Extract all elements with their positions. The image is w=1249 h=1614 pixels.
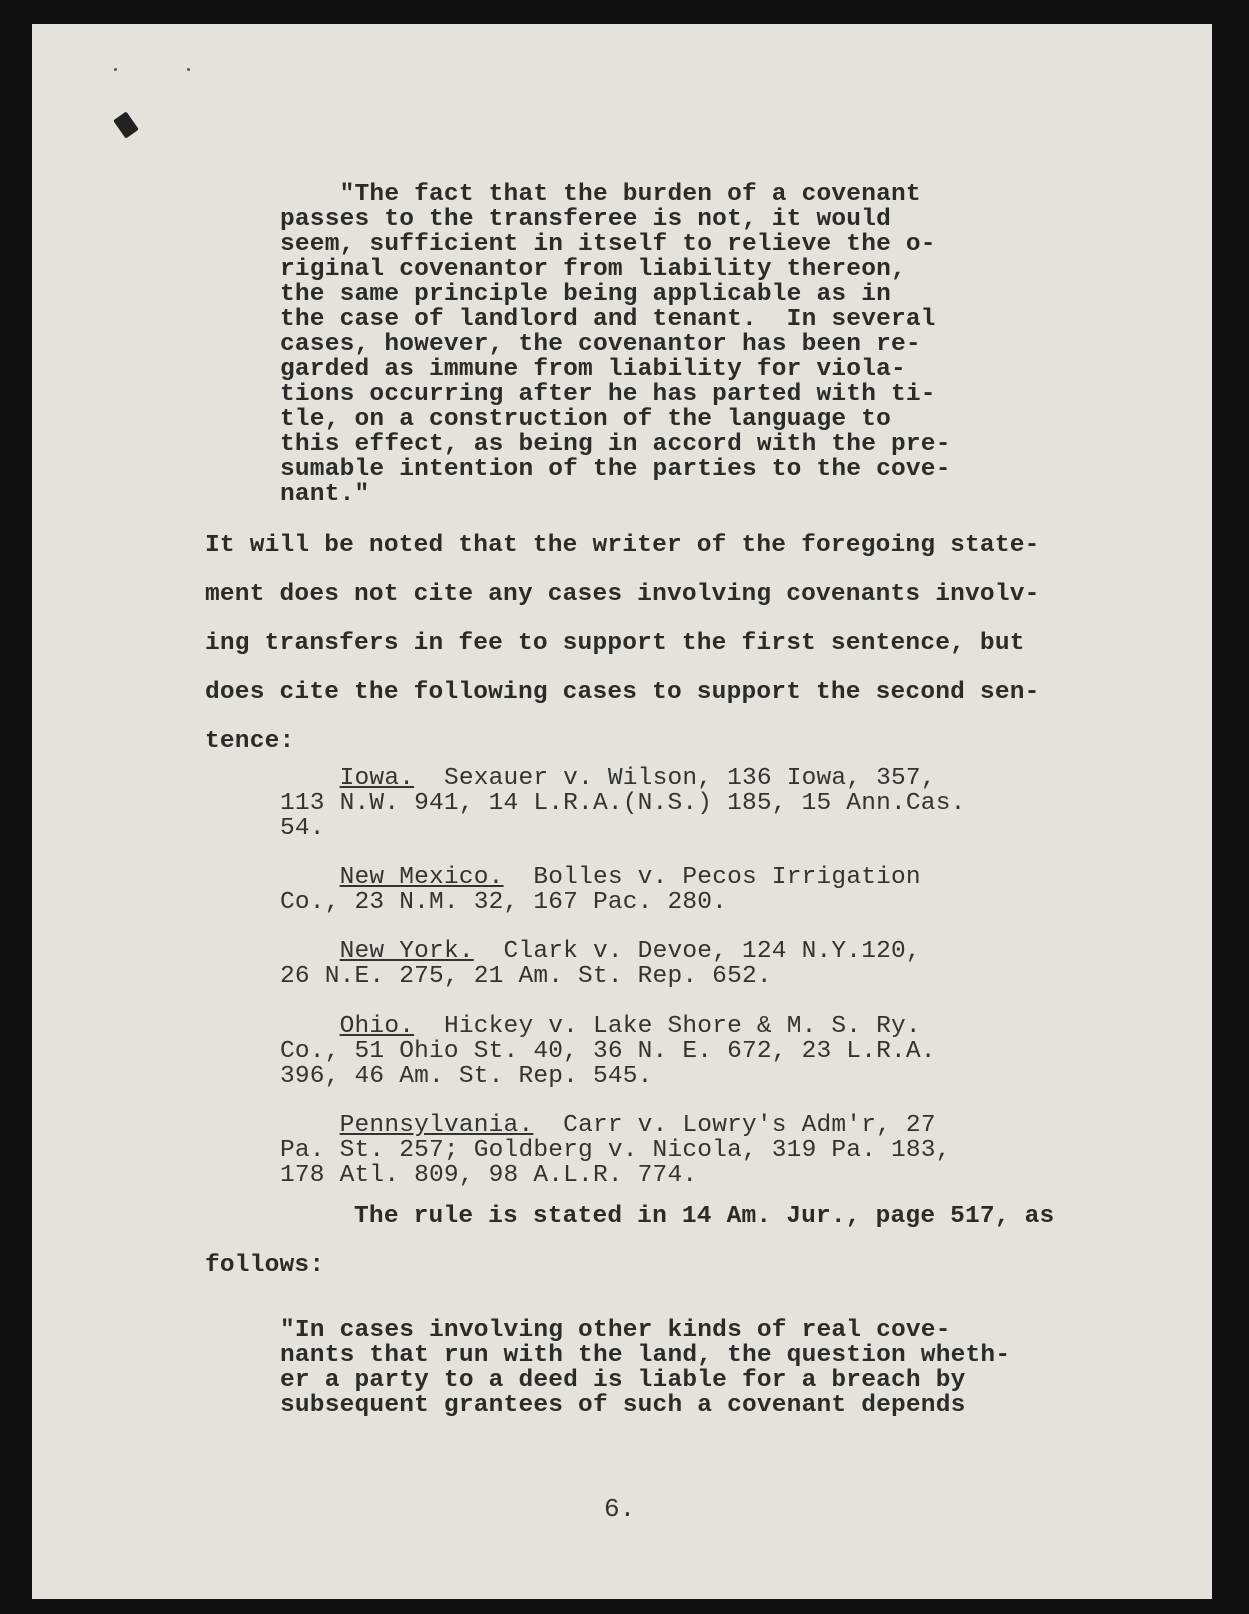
block-quote-rule: "In cases involving other kinds of real cove- nants that run with the land, the question wheth- er a party to a deed is liable for a breach by subsequent grantees of such a covenant depends (280, 1317, 1011, 1419)
citation-ohio: Ohio. Hickey v. Lake Shore & M. S. Ry. Co., 51 Ohio St. 40, 36 N. E. 672, 23 L.R.A. 396, 46 Am. St. Rep. 545. (280, 1013, 936, 1090)
citation-new-york: New York. Clark v. Devoe, 124 N.Y.120, 26 N.E. 275, 21 Am. St. Rep. 652. (280, 938, 921, 990)
punch-mark (113, 111, 139, 138)
document-page (32, 24, 1212, 1599)
block-quote-intro: "The fact that the burden of a covenant passes to the transferee is not, it would seem, sufficient in itself to relieve the o- riginal covenantor from liability thereon, the same principle being applicable as in the case of landlord and tenant. In several cases, however, the covenantor has been re- garded as immune from liability for viola- tions occurring after he has parted with ti- tle, on a construction of the language to this effect, as being in accord with the pre- sumable intention of the parties to the cove- nant." (280, 181, 951, 508)
rule-paragraph: The rule is stated in 14 Am. Jur., page 517, as follows: (205, 1203, 1055, 1279)
page-number: 6. (604, 1494, 636, 1524)
speck (187, 68, 190, 71)
citation-pennsylvania: Pennsylvania. Carr v. Lowry's Adm'r, 27 Pa. St. 257; Goldberg v. Nicola, 319 Pa. 183, 178 Atl. 809, 98 A.L.R. 774. (280, 1112, 951, 1189)
citation-iowa: Iowa. Sexauer v. Wilson, 136 Iowa, 357, 113 N.W. 941, 14 L.R.A.(N.S.) 185, 15 Ann.Cas. 54. (280, 765, 966, 842)
body-paragraph: It will be noted that the writer of the foregoing state- ment does not cite any cases involving covenants involv- ing transfers in fee to support the first sentence, but does cite the following cases to support the second sen- tence: (205, 532, 1040, 755)
speck (114, 68, 117, 71)
citation-new-mexico: New Mexico. Bolles v. Pecos Irrigation Co., 23 N.M. 32, 167 Pac. 280. (280, 864, 921, 916)
